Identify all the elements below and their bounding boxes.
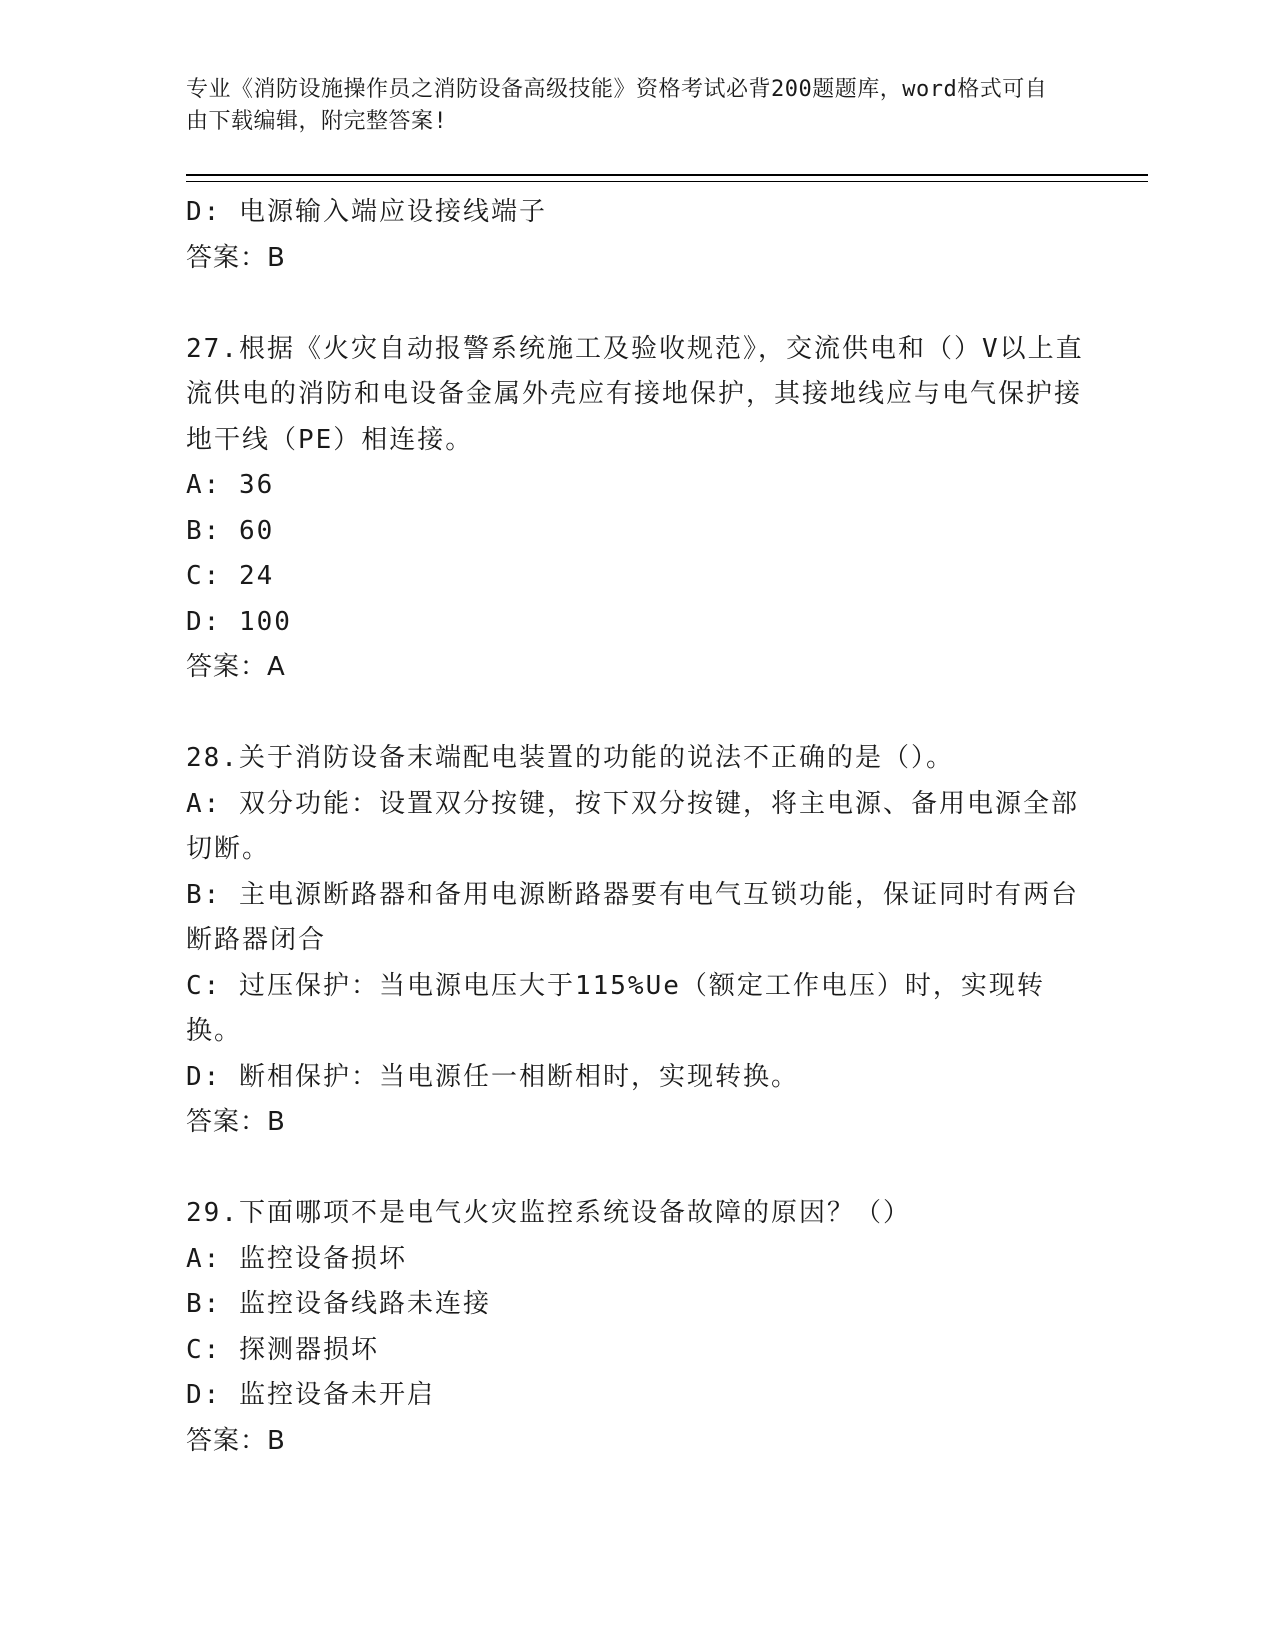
question-stem: 29.下面哪项不是电气火灾监控系统设备故障的原因？（） <box>186 1198 911 1228</box>
question-stem: 27.根据《火灾自动报警系统施工及验收规范》，交流供电和（）V以上直流供电的消防和电设备金属外壳应有接地保护，其接地线应与电气保护接地干线（PE）相连接。 <box>186 333 1084 455</box>
option-a: A: 双分功能：设置双分按键，按下双分按键，将主电源、备用电源全部切断。 <box>186 788 1079 864</box>
answer: 答案：A <box>186 652 286 682</box>
option-a: A: 36 <box>186 470 275 500</box>
option-b: B: 60 <box>186 515 275 546</box>
answer: 答案：B <box>186 1425 286 1456</box>
spacer <box>186 1146 1086 1192</box>
spacer <box>186 691 1086 737</box>
question-stem: 28.关于消防设备末端配电装置的功能的说法不正确的是（）。 <box>186 743 954 773</box>
option-d: D: 断相保护：当电源任一相断相时，实现转换。 <box>186 1061 799 1092</box>
question-28 <box>186 736 1086 1146</box>
option-c: C: 24 <box>186 561 275 591</box>
spacer <box>186 281 1086 327</box>
option-c: C: 过压保护：当电源电压大于115%Ue（额定工作电压）时，实现转换。 <box>186 970 1045 1046</box>
document-header: 专业《消防设施操作员之消防设备高级技能》资格考试必背200题题库，word格式可自由下载编辑，附完整答案! <box>186 77 1048 134</box>
option-d: D: 100 <box>186 606 292 637</box>
option-d: D: 监控设备未开启 <box>186 1380 435 1410</box>
header-rule-thin <box>186 181 1148 182</box>
answer: 答案：B <box>186 1107 286 1137</box>
answer-prev: 答案：B <box>186 242 286 273</box>
option-d-prev: D: 电源输入端应设接线端子 <box>186 197 547 227</box>
document-body <box>186 190 1086 1464</box>
option-b: B: 主电源断路器和备用电源断路器要有电气互锁功能，保证同时有两台断路器闭合 <box>186 879 1079 955</box>
option-c: C: 探测器损坏 <box>186 1334 379 1365</box>
option-a: A: 监控设备损坏 <box>186 1243 407 1274</box>
question-27 <box>186 327 1086 691</box>
option-b: B: 监控设备线路未连接 <box>186 1289 491 1319</box>
header-rule-thick <box>186 174 1148 176</box>
question-29 <box>186 1191 1086 1464</box>
